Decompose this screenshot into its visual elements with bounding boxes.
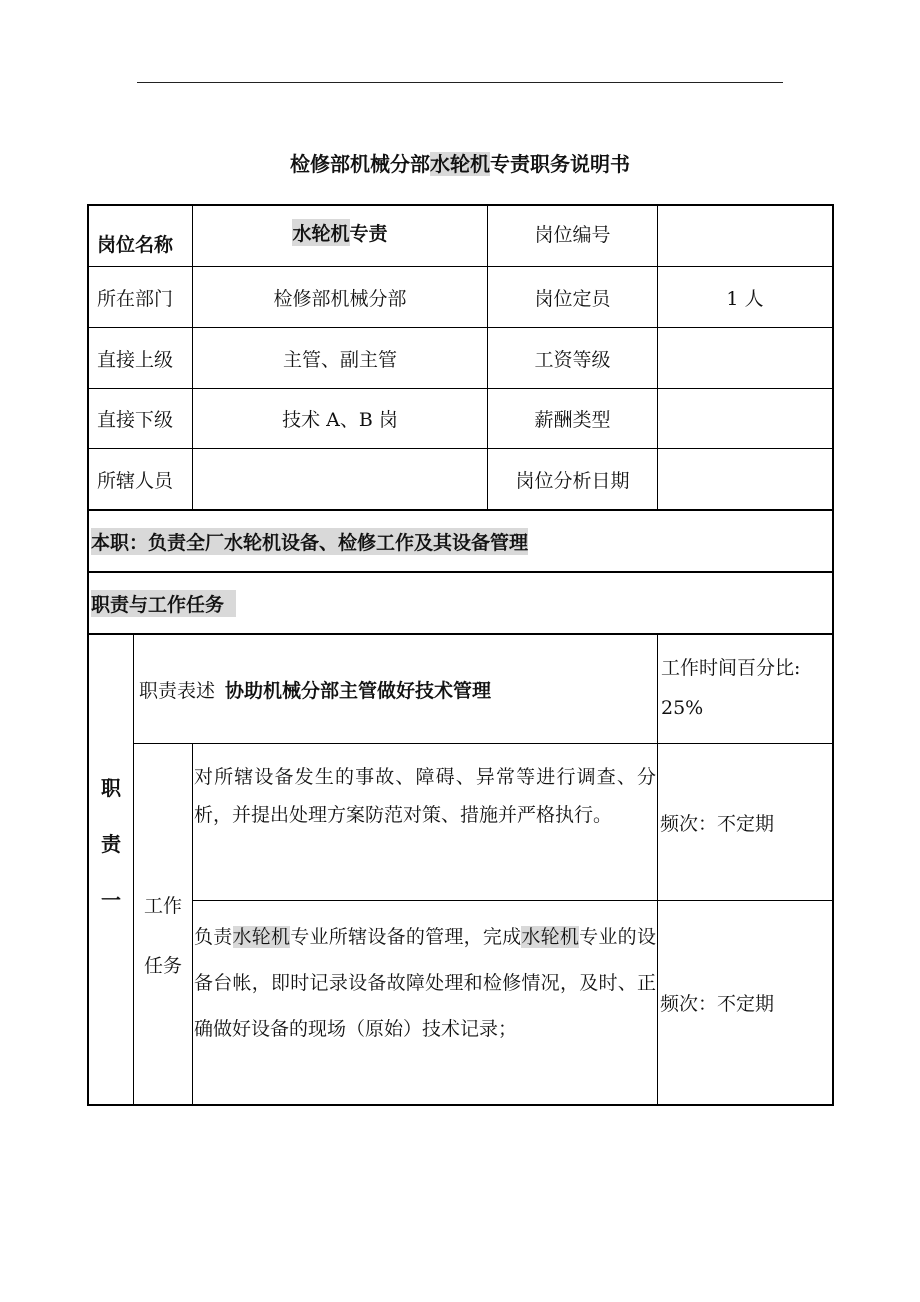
task-2-frequency: 频次：不定期 xyxy=(660,993,775,1015)
label-direct-subordinate: 直接下级 xyxy=(97,409,174,431)
task-2-part: 专业的设备台帐，即时记录设备故障处理和检修情况，及时、正确做好设备的现场（原始）技术记录； xyxy=(194,926,656,1040)
label-direct-superior: 直接上级 xyxy=(97,348,174,371)
duty-desc-label: 职责表述 xyxy=(139,679,216,702)
label-staff: 所辖人员 xyxy=(97,469,174,492)
label-position-name: 岗位名称 xyxy=(97,233,174,256)
value-pay-type xyxy=(658,389,832,448)
value-headcount: 1 人 xyxy=(726,287,764,310)
label-salary-grade: 工资等级 xyxy=(534,348,611,371)
header-rule xyxy=(137,82,783,83)
value-rest: 专责 xyxy=(349,222,388,245)
title-highlight: 水轮机 xyxy=(430,152,490,176)
main-duty-row xyxy=(89,511,832,571)
duty-desc-text: 协助机械分部主管做好技术管理 xyxy=(225,679,492,702)
value-analysis-date xyxy=(658,449,832,509)
label-pay-type: 薪酬类型 xyxy=(534,409,611,431)
time-percentage-label: 工作时间百分比: xyxy=(661,657,801,679)
task-label xyxy=(134,876,192,996)
task-2-part: 负责 xyxy=(194,926,233,948)
task-label-line: 工作 xyxy=(143,895,182,917)
side-char: 职 xyxy=(101,776,121,800)
value-direct-subordinate: 技术 A、B 岗 xyxy=(282,409,398,431)
title-part: 专责职务说明书 xyxy=(490,152,630,176)
duty-description xyxy=(134,635,657,743)
main-duty-text: 本职：负责全厂水轮机设备、检修工作及其设备管理 xyxy=(91,528,528,555)
task-2-part: 专业所辖设备的管理，完成 xyxy=(290,926,522,948)
label-position-code: 岗位编号 xyxy=(534,223,611,246)
title-part: 检修部机械分部 xyxy=(290,152,430,176)
task-2-highlight: 水轮机 xyxy=(521,926,580,948)
document-title xyxy=(0,148,920,177)
time-percentage xyxy=(658,648,832,728)
label-department: 所在部门 xyxy=(97,287,174,310)
task-2-highlight: 水轮机 xyxy=(232,926,291,948)
value-direct-superior: 主管、副主管 xyxy=(282,348,397,371)
side-char: 一 xyxy=(101,888,121,912)
value-salary-grade xyxy=(658,328,832,388)
label-headcount: 岗位定员 xyxy=(534,287,611,310)
task-1-frequency: 频次：不定期 xyxy=(660,812,775,835)
value-position-name xyxy=(193,206,487,266)
task-1-text: 对所辖设备发生的事故、障碍、异常等进行调查、分析，并提出处理方案防范对策、措施并严格执行。 xyxy=(194,766,656,826)
duties-header-text: 职责与工作任务 xyxy=(91,590,236,617)
value-department: 检修部机械分部 xyxy=(273,287,407,310)
value-highlight: 水轮机 xyxy=(292,219,349,246)
task-2-text xyxy=(194,914,656,1052)
time-percentage-value: 25% xyxy=(661,697,704,719)
side-char: 责 xyxy=(101,832,121,856)
duties-header-row xyxy=(89,573,832,633)
task-label-line: 任务 xyxy=(143,955,182,977)
value-staff xyxy=(193,449,487,509)
duty-one-side-label xyxy=(89,760,133,928)
label-analysis-date: 岗位分析日期 xyxy=(515,469,630,492)
value-position-code xyxy=(658,206,832,266)
